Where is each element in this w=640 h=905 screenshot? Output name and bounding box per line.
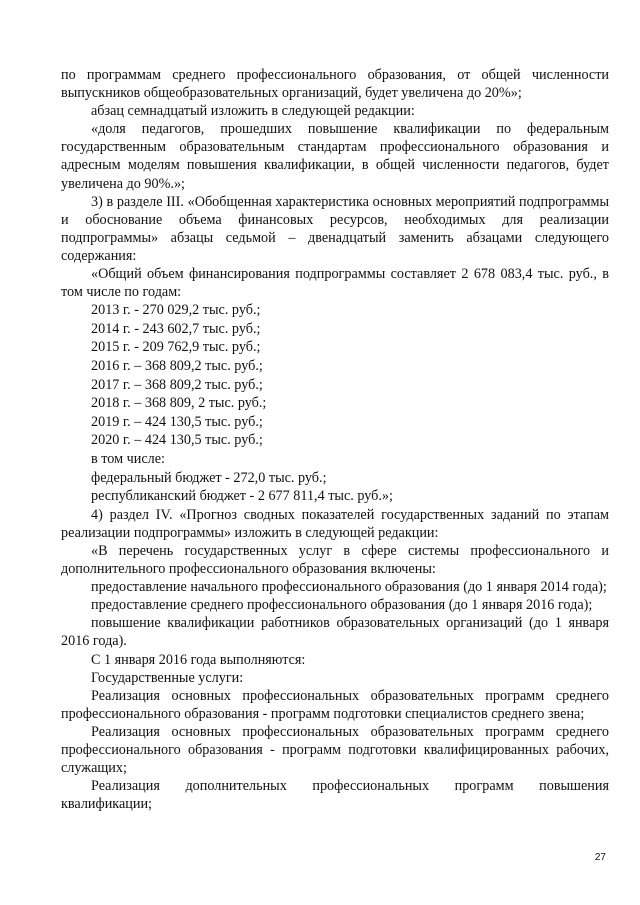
- paragraph: «Общий объем финансирования подпрограммы составляет 2 678 083,4 тыс. руб., в том числе по годам:: [61, 266, 609, 301]
- funding-by-year-list: [61, 301, 609, 506]
- page-number: 27: [594, 852, 606, 863]
- paragraph: Государственные услуги:: [91, 669, 244, 686]
- paragraph: «доля педагогов, прошедших повышение квалификации по федеральным государственным образовательным стандартам профессионального образования и адресным моделям повышения квалификации, в общей численности педагогов, будет увеличена до 90%.»;: [61, 121, 609, 192]
- paragraph: Реализация основных профессиональных образовательных программ среднего профессионального образования - программ подготовки специалистов среднего звена;: [61, 687, 609, 722]
- year-line: республиканский бюджет - 2 677 811,4 тыс. руб.»;: [91, 488, 393, 505]
- year-line: 2017 г. – 368 809,2 тыс. руб.;: [91, 376, 263, 393]
- year-line: 2019 г. – 424 130,5 тыс. руб.;: [91, 413, 263, 430]
- paragraph: абзац семнадцатый изложить в следующей редакции:: [91, 103, 415, 120]
- year-line: 2015 г. - 209 762,9 тыс. руб.;: [91, 339, 261, 356]
- paragraph: 4) раздел IV. «Прогноз сводных показателей государственных заданий по этапам реализации подпрограммы» изложить в следующей редакции:: [61, 506, 609, 541]
- paragraph: «В перечень государственных услуг в сфере системы профессионального и дополнительного профессионального образования включены:: [61, 542, 609, 578]
- year-line: федеральный бюджет - 272,0 тыс. руб.;: [91, 469, 327, 486]
- year-line: 2020 г. – 424 130,5 тыс. руб.;: [91, 432, 263, 449]
- paragraph: С 1 января 2016 года выполняются:: [91, 651, 306, 668]
- year-line: 2016 г. – 368 809,2 тыс. руб.;: [91, 358, 263, 374]
- paragraph: предоставление среднего профессионального образования (до 1 января 2016 года);: [91, 597, 593, 614]
- paragraph: повышение квалификации работников образовательных организаций (до 1 января 2016 года).: [61, 615, 609, 650]
- year-line: 2014 г. - 243 602,7 тыс. руб.;: [91, 320, 261, 337]
- year-line: 2018 г. – 368 809, 2 тыс. руб.;: [91, 395, 267, 412]
- paragraph: предоставление начального профессионального образования (до 1 января 2014 года);: [91, 579, 607, 596]
- document-page: [61, 66, 609, 813]
- paragraph: Реализация дополнительных профессиональных программ повышения квалификации;: [61, 778, 609, 813]
- paragraph: по программам среднего профессионального образования, от общей численности выпускников общеобразовательных организаций, будет увеличена до 20%»;: [61, 67, 609, 102]
- year-line: 2013 г. - 270 029,2 тыс. руб.;: [91, 302, 261, 319]
- paragraph: Реализация основных профессиональных образовательных программ среднего профессионального образования - программ подготовки квалифицированных рабочих, служащих;: [61, 723, 609, 777]
- year-line: в том числе:: [91, 450, 165, 467]
- paragraph: 3) в разделе III. «Обобщенная характеристика основных мероприятий подпрограммы и обоснование объема финансовых ресурсов, необходимых для реализации подпрограммы» абзацы седьмой – двенадцатый заменить абзацами следующего содержания:: [61, 193, 609, 264]
